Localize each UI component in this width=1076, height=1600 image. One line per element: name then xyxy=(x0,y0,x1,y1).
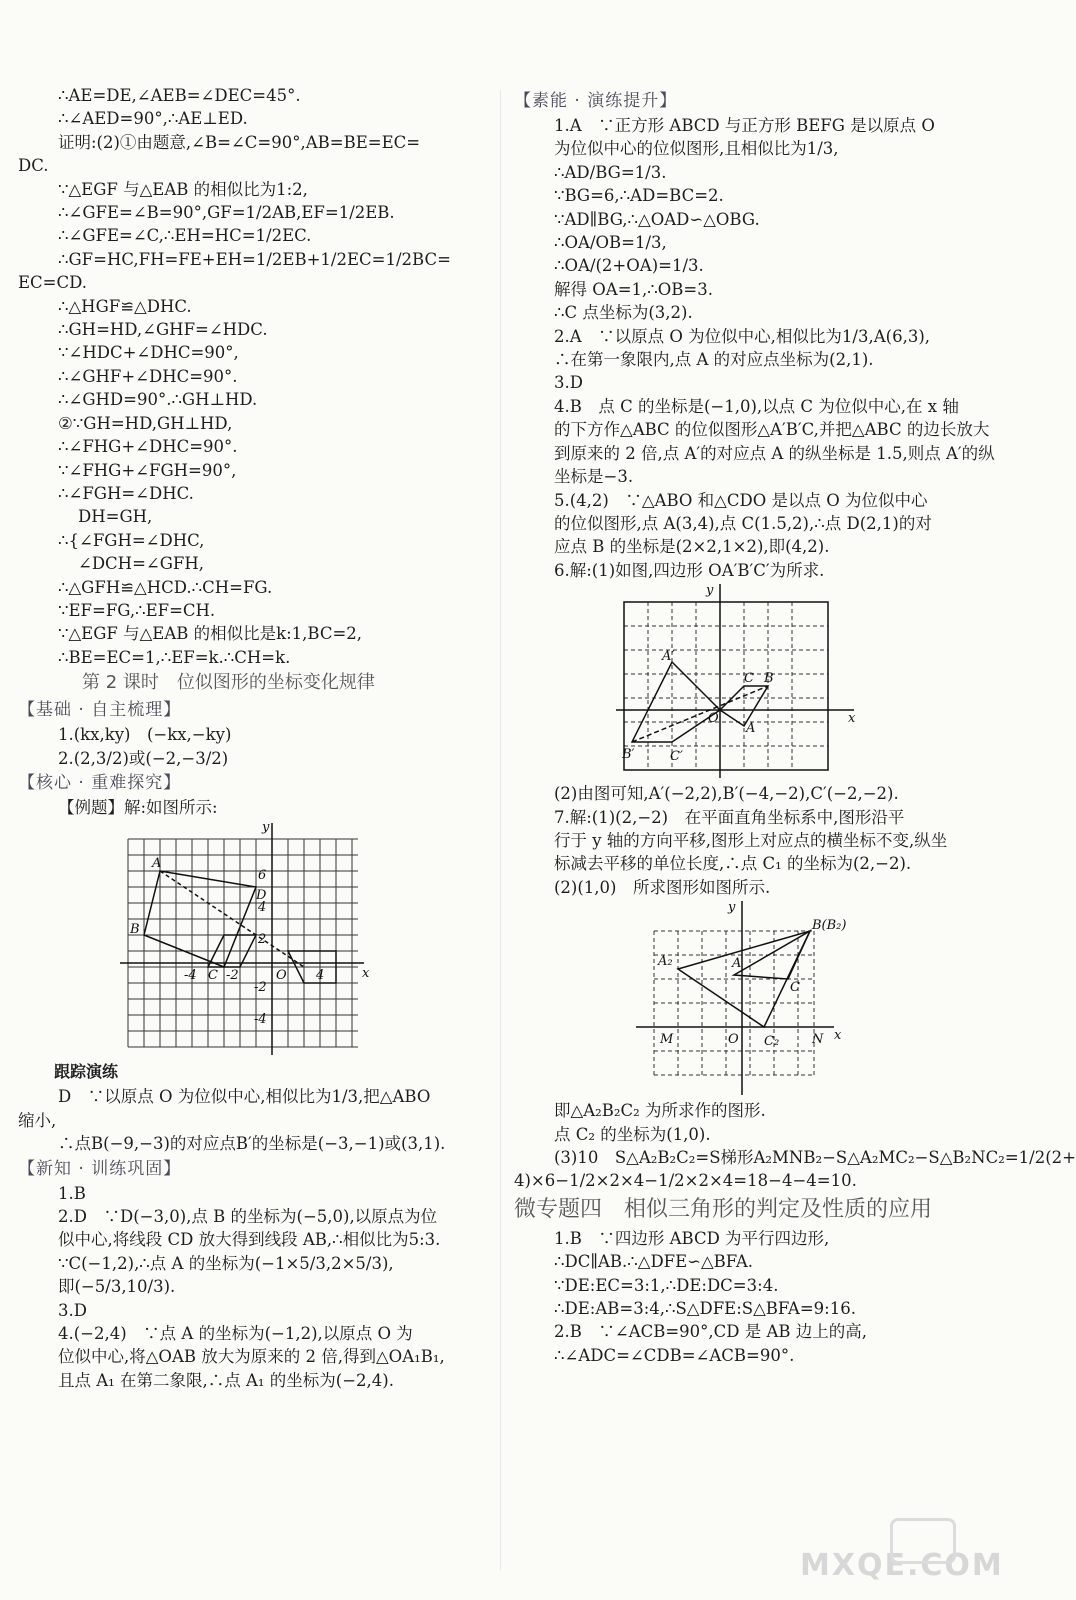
label-y: y xyxy=(728,900,736,916)
text-line: ∴△HGF≌△DHC. xyxy=(58,296,192,316)
text-line: 即△A₂B₂C₂ 为所求作的图形. xyxy=(554,1101,766,1121)
label-b-b2: B(B₂) xyxy=(812,918,847,934)
text-line: ∴OA/OB=1/3, xyxy=(554,233,667,253)
text-line: 2.B ∵∠ACB=90°,CD 是 AB 边上的高, xyxy=(554,1322,868,1342)
section-core: 【核心 · 重难探究】 xyxy=(18,772,182,793)
text-line: (2)由图可知,A′(−2,2),B′(−4,−2),C′(−2,−2). xyxy=(554,784,899,804)
text-line: EC=CD. xyxy=(18,273,88,293)
text-line: ∵AD∥BG,∴△OAD∽△OBG. xyxy=(554,209,760,229)
text-line: 3.D xyxy=(58,1300,87,1320)
label-b: B xyxy=(130,922,140,938)
label-b: B xyxy=(764,671,774,687)
text-line: 5.(4,2) ∵△ABO 和△CDO 是以点 O 为位似中心 xyxy=(554,490,928,510)
text-line: (3)10 S△A₂B₂C₂=S梯形A₂MNB₂−S△A₂MC₂−S△B₂NC₂=1/2(2+ xyxy=(554,1147,1076,1167)
section-skill: 【素能 · 演练提升】 xyxy=(514,91,678,111)
track-title: 跟踪演练 xyxy=(54,1062,119,1082)
text-line: 4.B 点 C 的坐标是(−1,0),以点 C 为位似中心,在 x 轴 xyxy=(554,396,959,416)
text-line: D ∵以原点 O 为位似中心,相似比为1/3,把△ABO xyxy=(58,1087,431,1107)
label-x: x xyxy=(362,966,370,982)
text-line: ∴BE=EC=1,∴EF=k.∴CH=k. xyxy=(58,647,291,667)
quad-oabc xyxy=(720,686,768,726)
q6-q7-lines xyxy=(514,782,986,899)
proof-lines xyxy=(18,84,490,669)
new-lines xyxy=(18,1182,490,1393)
text-line: ∴∠GFE=∠C,∴EH=HC=1/2EC. xyxy=(58,226,312,246)
label-c-prime: C′ xyxy=(670,749,683,765)
text-line: 解得 OA=1,∴OB=3. xyxy=(554,279,713,299)
skill-lines xyxy=(514,114,995,582)
text-line: 点 C₂ 的坐标为(1,0). xyxy=(554,1124,711,1144)
tick-xm2: -2 xyxy=(226,968,239,984)
text-line: ∴∠GHF+∠DHC=90°. xyxy=(58,366,238,386)
text-line: 证明:(2)①由题意,∠B=∠C=90°,AB=BE=EC= xyxy=(58,132,421,152)
text-line: ∴{∠FGH=∠DHC, xyxy=(58,530,205,550)
label-y: y xyxy=(262,820,270,836)
text-line: (2)(1,0) 所求图形如图所示. xyxy=(554,877,771,897)
text-line: 即(−5/3,10/3). xyxy=(58,1277,176,1297)
text-line: ∵C(−1,2),∴点 A 的坐标为(−1×5/3,2×5/3), xyxy=(58,1253,394,1273)
text-line: 2.A ∵以原点 O 为位似中心,相似比为1/3,A(6,3), xyxy=(554,326,930,346)
text-line: ∴∠GFE=∠B=90°,GF=1/2AB,EF=1/2EB. xyxy=(58,203,395,223)
tick-2: 2 xyxy=(258,932,267,948)
tick-x4: 4 xyxy=(316,968,325,984)
text-line: ∵BG=6,∴AD=BC=2. xyxy=(554,186,724,206)
basic-answer-2: 2.(2,3/2)或(−2,−3/2) xyxy=(58,748,229,768)
section-basic: 【基础 · 自主梳理】 xyxy=(18,700,182,721)
text-line: 2.D ∵D(−3,0),点 B 的坐标为(−5,0),以原点为位 xyxy=(58,1207,438,1226)
text-line: 似中心,将线段 CD 放大得到线段 AB,∴相似比为5:3. xyxy=(58,1230,441,1250)
label-c: C xyxy=(790,980,800,996)
label-d: D xyxy=(256,888,267,904)
text-line: ∵EF=FG,∴EF=CH. xyxy=(58,600,216,620)
text-line: ∴AD/BG=1/3. xyxy=(554,162,667,182)
text-line: ∴∠GHD=90°.∴GH⊥HD. xyxy=(58,390,258,410)
text-line: 1.A ∵正方形 ABCD 与正方形 BEFG 是以原点 O xyxy=(554,116,935,135)
label-a-prime: A′ xyxy=(662,649,675,665)
text-line: 4)×6−1/2×2×4−1/2×2×4=18−4−4=10. xyxy=(514,1171,857,1191)
label-a2: A₂ xyxy=(658,954,673,970)
topic-title: 微专题四 相似三角形的判定及性质的应用 xyxy=(514,1196,933,1222)
text-line: ∵△EGF 与△EAB 的相似比为1:2, xyxy=(58,179,308,199)
text-line: 缩小, xyxy=(18,1110,57,1130)
text-line: ②∵GH=HD,GH⊥HD, xyxy=(58,413,233,433)
label-m: M xyxy=(660,1032,674,1048)
text-line: ∠DCH=∠GFH, xyxy=(78,554,204,574)
label-x: x xyxy=(848,711,856,727)
text-line: ∴GH=HD,∠GHF=∠HDC. xyxy=(58,320,268,340)
text-line: 4.(−2,4) ∵点 A 的坐标为(−1,2),以原点 O 为 xyxy=(58,1324,413,1344)
text-line: 的位似图形,点 A(3,4),点 C(1.5,2),∴点 D(2,1)的对 xyxy=(554,513,932,533)
text-line: 1.B ∵四边形 ABCD 为平行四边形, xyxy=(554,1228,830,1248)
text-line: 行于 y 轴的方向平移,图形上对应点的横坐标不变,纵坐 xyxy=(554,830,948,850)
text-line: 位似中心,将△OAB 放大为原来的 2 倍,得到△OA₁B₁, xyxy=(58,1347,445,1367)
label-a: A xyxy=(152,856,162,872)
text-line: ∴DE:AB=3:4,∴S△DFE:S△BFA=9:16. xyxy=(554,1299,856,1318)
text-line: ∴∠FGH=∠DHC. xyxy=(58,483,194,503)
text-line: ∴点B(−9,−3)的对应点B′的坐标是(−3,−1)或(3,1). xyxy=(58,1134,446,1154)
watermark-logo xyxy=(890,1518,956,1564)
label-o: O xyxy=(708,711,719,727)
label-c: C xyxy=(744,671,754,687)
tick-m2: -2 xyxy=(254,980,267,996)
topic-lines xyxy=(514,1227,986,1367)
tick-6: 6 xyxy=(258,868,267,884)
text-line: ∵DE:EC=3:1,∴DE:DC=3:4. xyxy=(554,1275,779,1295)
label-o: O xyxy=(728,1032,739,1048)
text-line: 3.D xyxy=(554,373,583,393)
text-line: 1.B xyxy=(58,1183,86,1203)
text-line: ∴AE=DE,∠AEB=∠DEC=45°. xyxy=(58,86,301,105)
text-line: 坐标是−3. xyxy=(554,467,634,487)
text-line: 6.解:(1)如图,四边形 OA′B′C′为所求. xyxy=(554,560,825,580)
text-line: ∴在第一象限内,点 A 的对应点坐标为(2,1). xyxy=(554,350,874,370)
text-line: ∴GF=HC,FH=FE+EH=1/2EB+1/2EC=1/2BC= xyxy=(58,249,451,269)
text-line: ∴DC∥AB.∴△DFE∽△BFA. xyxy=(554,1252,753,1272)
example-label: 【例题】解:如图所示: xyxy=(58,797,218,817)
figure-q6 xyxy=(604,582,964,782)
text-line: 的下方作△ABC 的位似图形△A′B′C,并把△ABC 的边长放大 xyxy=(554,420,990,440)
text-line: DH=GH, xyxy=(78,507,153,527)
text-line: 标减去平移的单位长度,∴点 C₁ 的坐标为(2,−2). xyxy=(554,854,912,874)
label-a: A xyxy=(746,721,756,737)
label-y: y xyxy=(706,583,714,599)
text-line: ∴∠FHG+∠DHC=90°. xyxy=(58,437,238,457)
text-line: 到原来的 2 倍,点 A′的对应点 A 的纵坐标是 1.5,则点 A′的纵 xyxy=(554,443,995,463)
label-n: N xyxy=(812,1032,824,1048)
text-line: ∵∠HDC+∠DHC=90°, xyxy=(58,343,239,363)
basic-answer-1: 1.(kx,ky) (−kx,−ky) xyxy=(58,725,232,745)
tick-4: 4 xyxy=(258,900,267,916)
text-line: ∴∠AED=90°,∴AE⊥ED. xyxy=(58,109,248,129)
left-column xyxy=(18,84,490,1392)
text-line: 且点 A₁ 在第二象限,∴点 A₁ 的坐标为(−2,4). xyxy=(58,1370,394,1390)
text-line: ∴OA/(2+OA)=1/3. xyxy=(554,256,704,276)
section-new: 【新知 · 训练巩固】 xyxy=(18,1158,182,1179)
figure-q7 xyxy=(624,899,984,1099)
text-line: 为位似中心的位似图形,且相似比为1/3, xyxy=(554,139,839,159)
text-line: ∵∠FHG+∠FGH=90°, xyxy=(58,460,237,480)
tick-xm4: -4 xyxy=(184,968,197,984)
right-column xyxy=(514,88,1076,1367)
example-grid-figure xyxy=(108,819,468,1059)
label-c: C xyxy=(208,968,218,984)
label-b-prime: B′ xyxy=(622,747,635,763)
text-line: ∵△EGF 与△EAB 的相似比是k:1,BC=2, xyxy=(58,624,363,644)
column-divider xyxy=(500,90,501,1570)
text-line: 应点 B 的坐标是(2×2,1×2),即(4,2). xyxy=(554,537,830,557)
watermark-text: MXQE.COM xyxy=(800,1548,1004,1583)
text-line: ∴∠ADC=∠CDB=∠ACB=90°. xyxy=(554,1345,795,1365)
label-a: A xyxy=(732,956,742,972)
text-line: ∴△GFH≌△HCD.∴CH=FG. xyxy=(58,577,273,597)
label-c2: C₂ xyxy=(764,1034,780,1050)
q7-lines xyxy=(514,1099,1076,1193)
label-o: O xyxy=(276,968,287,984)
text-line: ∴C 点坐标为(3,2). xyxy=(554,303,693,323)
track-lines xyxy=(18,1085,490,1155)
text-line: 7.解:(1)(2,−2) 在平面直角坐标系中,图形沿平 xyxy=(554,807,905,827)
lesson-title: 第 2 课时 位似图形的坐标变化规律 xyxy=(82,672,375,694)
tick-m4: -4 xyxy=(254,1012,267,1028)
text-line: DC. xyxy=(18,156,49,176)
label-x: x xyxy=(834,1028,842,1044)
